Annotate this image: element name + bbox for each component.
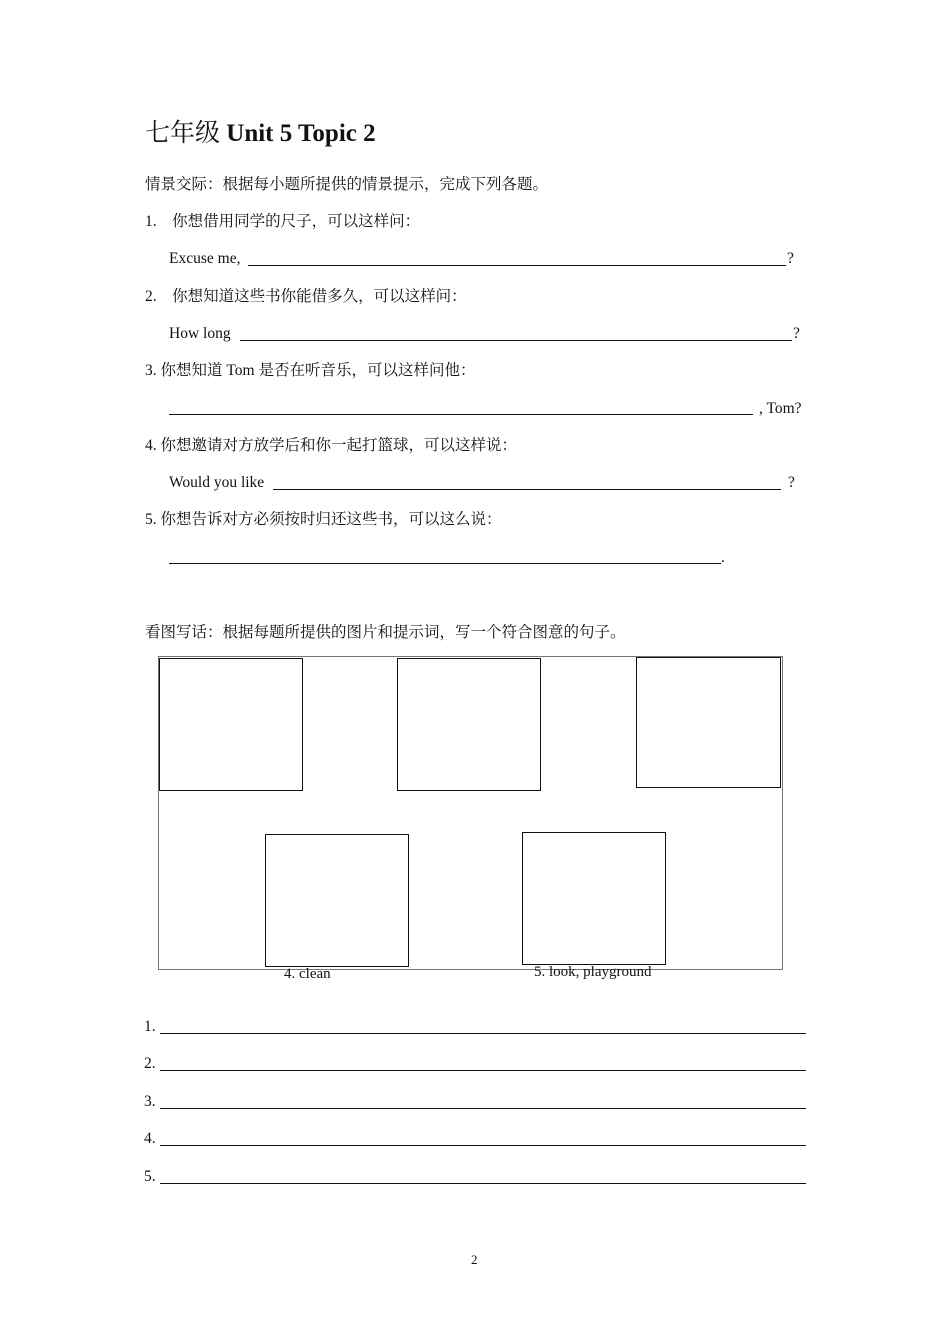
question-1-prefix: Excuse me, (169, 250, 241, 267)
page-number: 2 (471, 1252, 478, 1267)
question-1-prompt: 1. 你想借用同学的尺子，可以这样问： (145, 213, 421, 230)
section1-instruction: 情景交际：根据每小题所提供的情景提示，完成下列各题。 (145, 176, 549, 193)
picture-5-caption: 5. look, playground (534, 964, 652, 980)
answer-line-3[interactable] (160, 1108, 806, 1109)
answer-label-3: 3. (144, 1093, 156, 1110)
question-4-prefix: Would you like (169, 474, 265, 491)
picture-4-caption: 4. clean (284, 966, 331, 982)
question-3-prompt: 3. 你想知道 Tom 是否在听音乐，可以这样问他： (145, 362, 476, 379)
answer-label-5: 5. (144, 1168, 156, 1185)
page-title (145, 118, 376, 150)
answer-label-2: 2. (144, 1055, 156, 1072)
answer-line-4[interactable] (160, 1145, 806, 1146)
question-5-prompt: 5. 你想告诉对方必须按时归还这些书，可以这么说： (145, 511, 502, 528)
answer-line-5[interactable] (160, 1183, 806, 1184)
title-unit: Unit 5 Topic 2 (226, 120, 376, 147)
picture-1-box (159, 658, 303, 791)
question-5-answer-line[interactable] (169, 563, 721, 564)
question-2-prompt: 2. 你想知道这些书你能借多久，可以这样问： (145, 288, 467, 305)
picture-2-box (397, 658, 541, 791)
title-grade: 七年级 (145, 120, 221, 147)
answer-label-4: 4. (144, 1130, 156, 1147)
question-1-answer-line[interactable] (248, 265, 786, 266)
answer-label-1: 1. (144, 1018, 156, 1035)
question-4-prompt: 4. 你想邀请对方放学后和你一起打篮球，可以这样说： (145, 437, 518, 454)
answer-line-1[interactable] (160, 1033, 806, 1034)
picture-3-box (636, 657, 781, 788)
picture-4-box (265, 834, 409, 967)
question-4-answer-line[interactable] (273, 489, 781, 490)
question-2-prefix: How long (169, 325, 231, 342)
question-1-suffix: ? (787, 250, 794, 267)
question-4-suffix: ? (788, 474, 795, 491)
picture-5-box (522, 832, 666, 965)
question-3-suffix: , Tom? (759, 400, 802, 417)
answer-line-2[interactable] (160, 1070, 806, 1071)
question-2-answer-line[interactable] (240, 340, 792, 341)
question-2-suffix: ? (793, 325, 800, 342)
question-3-answer-line[interactable] (169, 414, 753, 415)
question-5-suffix: . (721, 549, 725, 566)
section2-instruction: 看图写话：根据每题所提供的图片和提示词，写一个符合图意的句子。 (145, 624, 626, 641)
